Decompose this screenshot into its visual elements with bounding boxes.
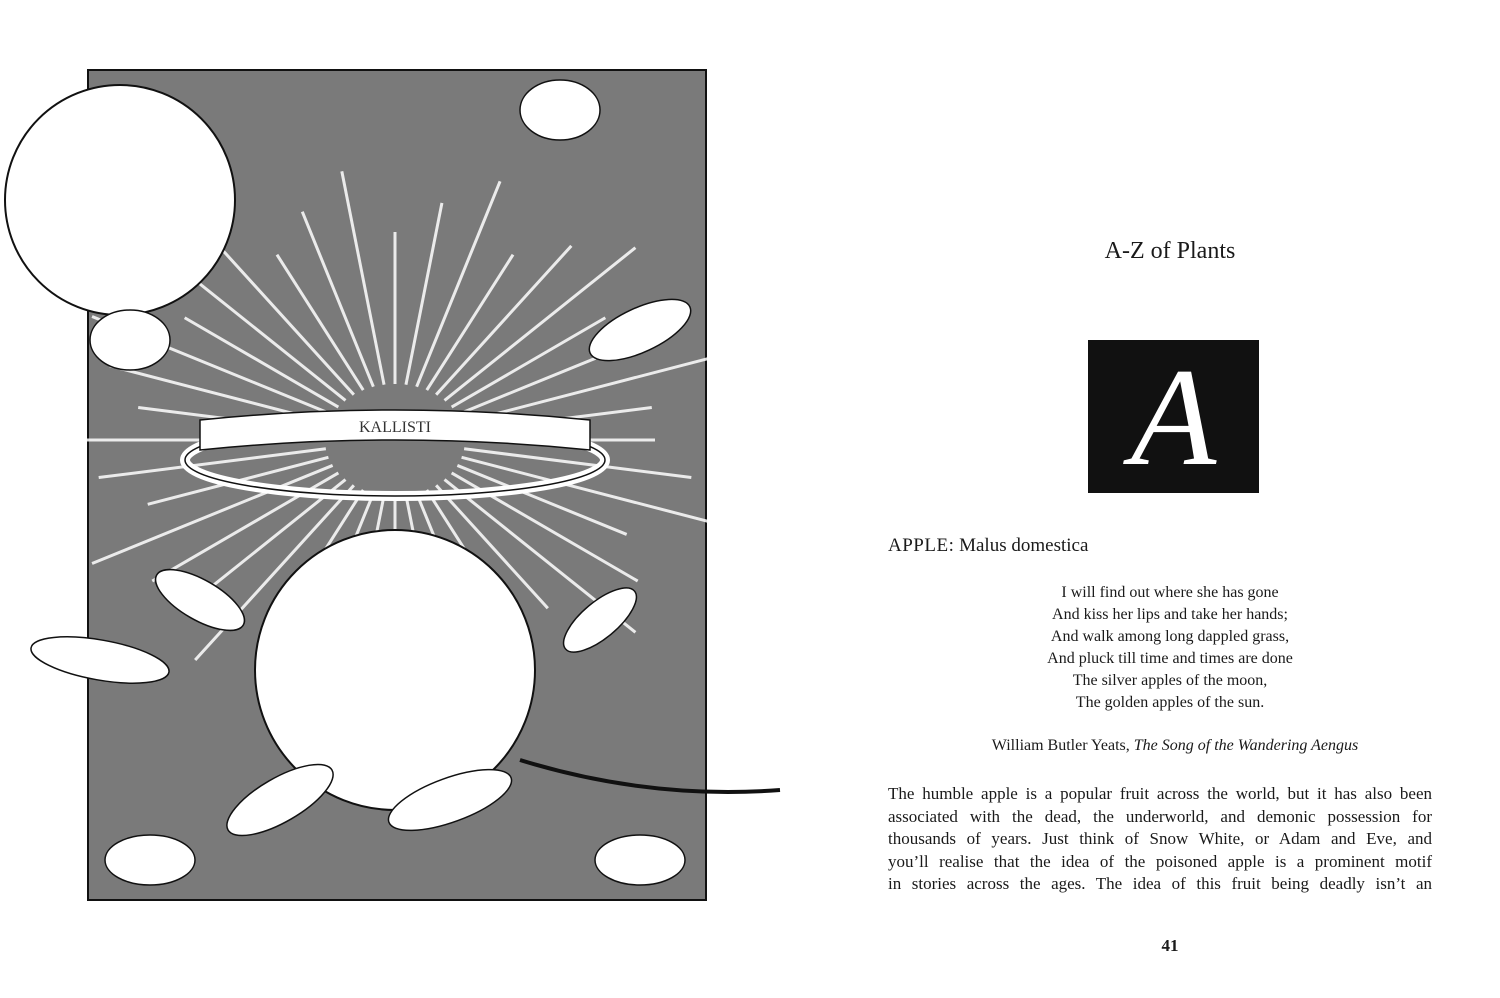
poem-line: And kiss her lips and take her hands; [1052,606,1288,623]
entry-heading [888,535,1088,557]
poem-attribution [960,737,1390,755]
banner-text: KALLISTI [359,419,431,436]
apple-top-left [5,85,235,315]
entry-latin: Malus domestica [959,535,1089,556]
attribution-author: William Butler Yeats, [991,737,1130,754]
poem-line: The golden apples of the sun. [1075,694,1265,711]
attribution-work: The Song of the Wandering Aengus [1133,737,1359,754]
poem-line: The silver apples of the moon, [1072,672,1268,689]
body-paragraph [888,783,1432,896]
body-line: The humble apple is a popular fruit across the world, but it has also been [888,784,1432,803]
poem-line: I will find out where she has gone [1061,584,1279,601]
entry-name: APPLE: [888,535,955,556]
page-title: A-Z of Plants [1104,238,1236,264]
page-number: 41 [1161,936,1179,955]
poem-line: And walk among long dappled grass, [1050,628,1290,645]
drop-cap-illuminated [1088,340,1259,493]
drop-cap-letter: A [1130,340,1217,495]
body-line: you’ll realise that the idea of the poisoned apple is a prominent motif [888,851,1432,871]
poem-line: And pluck till time and times are done [1047,650,1293,667]
body-line: in stories across the ages. The idea of this fruit being deadly isn’t an [888,874,1432,893]
poem [1000,582,1340,714]
body-line: associated with the dead, the underworld, and demonic possession for [888,806,1432,826]
body-line: thousands of years. Just think of Snow White, or Adam and Eve, and [888,829,1432,848]
